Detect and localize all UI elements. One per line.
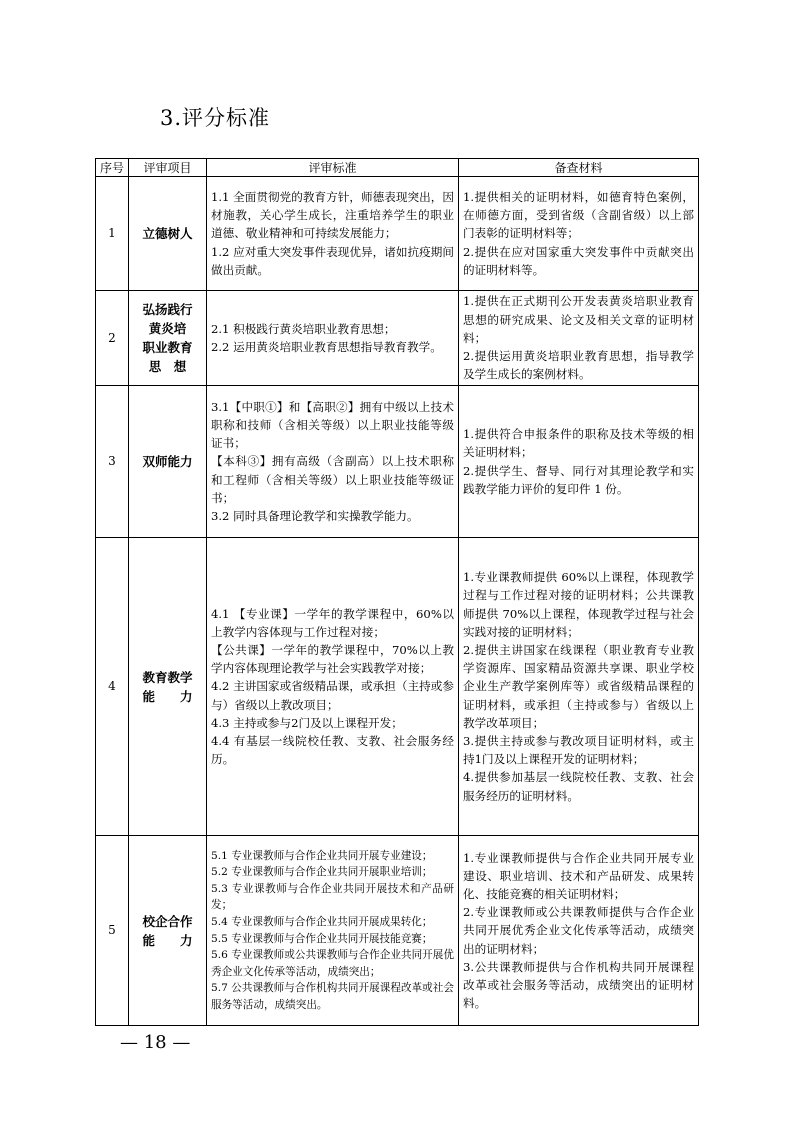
materials-line: 1.提供在正式期刊公开发表黄炎培职业教育思想的研究成果、论文及相关文章的证明材料； [463, 294, 694, 345]
standard-cell [207, 291, 459, 386]
standard-line: 4.1 【专业课】一学年的教学课程中，60%以上教学内容体现与工作过程对接； [211, 606, 454, 639]
review-item-line: 弘扬践行 [142, 302, 193, 317]
table-row [96, 291, 699, 386]
row-number: 1 [96, 177, 129, 291]
standard-line: 1.2 应对重大突发事件表现优异，诸如抗疫期间做出贡献。 [211, 244, 454, 277]
standard-cell [207, 538, 459, 836]
materials-line: 2.提供学生、督导、同行对其理论教学和实践教学能力评价的复印件 1 份。 [463, 463, 694, 496]
standard-line: 【本科③】拥有高级（含副高）以上技术职称和工程师（含相关等级）以上职业技能等级证书； [211, 454, 454, 505]
review-item-line: 双师能力 [142, 454, 193, 469]
header-standard: 评审标准 [207, 159, 459, 177]
scoring-table [95, 158, 699, 1026]
review-item [129, 291, 207, 386]
materials-cell [459, 291, 699, 386]
review-item-line: 职业教育 [142, 340, 193, 355]
row-number: 5 [96, 836, 129, 1026]
materials-cell [459, 538, 699, 836]
review-item-line: 黄炎培 [148, 321, 187, 336]
review-item [129, 836, 207, 1026]
standard-line: 1.1 全面贯彻党的教育方针，师德表现突出，因材施教，关心学生成长，注重培养学生的职业道德、敬业精神和可持续发展能力； [211, 189, 454, 241]
review-item-line: 教育教学 [142, 669, 193, 685]
materials-line: 2.提供在应对国家重大突发事件中贡献突出的证明材料等。 [463, 244, 694, 277]
standard-line: 5.7 公共课教师与合作机构共同开展课程改革或社会服务等活动，成绩突出。 [211, 982, 454, 1011]
table-row [96, 177, 699, 291]
materials-cell [459, 836, 699, 1026]
standard-line: 5.2 专业课教师与合作企业共同开展职业培训； [211, 866, 433, 879]
materials-line: 4.提供参加基层一线院校任教、支教、社会服务经历的证明材料。 [463, 770, 694, 803]
standard-cell [207, 836, 459, 1026]
materials-cell [459, 386, 699, 538]
standard-line: 5.1 专业课教师与合作企业共同开展专业建设； [211, 849, 433, 862]
table-row [96, 836, 699, 1026]
header-item: 评审项目 [129, 159, 207, 177]
standard-line: 【公共课】一学年的教学课程中，70%以上教学内容体现理论教学与社会实践教学对接； [211, 642, 454, 676]
materials-line: 2.专业课教师或公共课教师提供与合作企业共同开展优秀企业文化传承等活动，成绩突出的证明材料； [463, 905, 694, 956]
row-number: 2 [96, 291, 129, 386]
standard-cell [207, 386, 459, 538]
standard-line: 3.1【中职①】和【高职②】拥有中级以上技术职称和技师（含相关等级）以上职业技能等级证书； [211, 399, 454, 451]
header-no: 序号 [96, 159, 129, 177]
table-row [96, 386, 699, 538]
page-number: — 18 — [120, 1032, 191, 1053]
standard-line: 5.6 专业课教师或公共课教师与合作企业共同开展优秀企业文化传承等活动，成绩突出； [211, 949, 454, 978]
standard-line: 2.2 运用黄炎培职业教育思想指导教育教学。 [211, 340, 442, 354]
standard-line: 5.5 专业课教师与合作企业共同开展技能竞赛； [211, 932, 433, 945]
standard-line: 4.4 有基层一线院校任教、支教、社会服务经历。 [211, 734, 454, 767]
materials-line: 2.提供主讲国家在线课程（职业教育专业教学资源库、国家精品资源共享课、职业学校企业生产教学案例库等）或省级精品课程的证明材料，或承担（主持或参与）省级以上教学改革项目； [463, 642, 694, 730]
review-item-line: 能 力 [142, 688, 193, 704]
section-title: 3.评分标准 [160, 106, 271, 130]
table-row [96, 538, 699, 836]
table-header-row [96, 159, 699, 177]
materials-line: 1.专业课教师提供 60%以上课程，体现教学过程与工作过程对接的证明材料；公共课教师提供 70%以上课程，体现教学过程与社会实践对接的证明材料； [463, 570, 694, 639]
row-number: 4 [96, 538, 129, 836]
standard-line: 4.2 主讲国家或省级精品课，或承担（主持或参与）省级以上教改项目； [211, 679, 454, 712]
standard-line: 5.3 专业课教师与合作企业共同开展技术和产品研发； [211, 882, 454, 912]
materials-line: 3.公共课教师提供与合作机构共同开展课程改革或社会服务等活动，成绩突出的证明材料。 [463, 959, 694, 1011]
standard-line: 4.3 主持或参与2门及以上课程开发； [211, 715, 403, 730]
materials-line: 1.专业课教师提供与合作企业共同开展专业建设、职业培训、技术和产品研发、成果转化、技能竞赛的相关证明材料； [463, 850, 694, 901]
header-materials: 备查材料 [459, 159, 699, 177]
materials-line: 1.提供相关的证明材料，如德育特色案例，在师德方面，受到省级（含副省级）以上部门表彰的证明材料等； [463, 189, 694, 241]
review-item [129, 538, 207, 836]
materials-cell [459, 177, 699, 291]
standard-line: 5.4 专业课教师与合作企业共同开展成果转化； [211, 915, 433, 928]
materials-line: 2.提供运用黄炎培职业教育思想，指导教学及学生成长的案例材料。 [463, 349, 694, 382]
materials-line: 1.提供符合申报条件的职称及技术等级的相关证明材料； [463, 427, 694, 460]
review-item-line: 立德树人 [142, 226, 193, 241]
review-item-line: 校企合作 [142, 913, 193, 929]
review-item [129, 177, 207, 291]
standard-line: 2.1 积极践行黄炎培职业教育思想； [211, 321, 396, 336]
review-item [129, 386, 207, 538]
standard-cell [207, 177, 459, 291]
standard-line: 3.2 同时具备理论教学和实操教学能力。 [211, 509, 419, 523]
review-item-line: 能 力 [142, 932, 193, 948]
review-item-line: 思 想 [148, 359, 187, 374]
materials-line: 3.提供主持或参与教改项目证明材料，或主持1门及以上课程开发的证明材料； [463, 734, 694, 767]
row-number: 3 [96, 386, 129, 538]
